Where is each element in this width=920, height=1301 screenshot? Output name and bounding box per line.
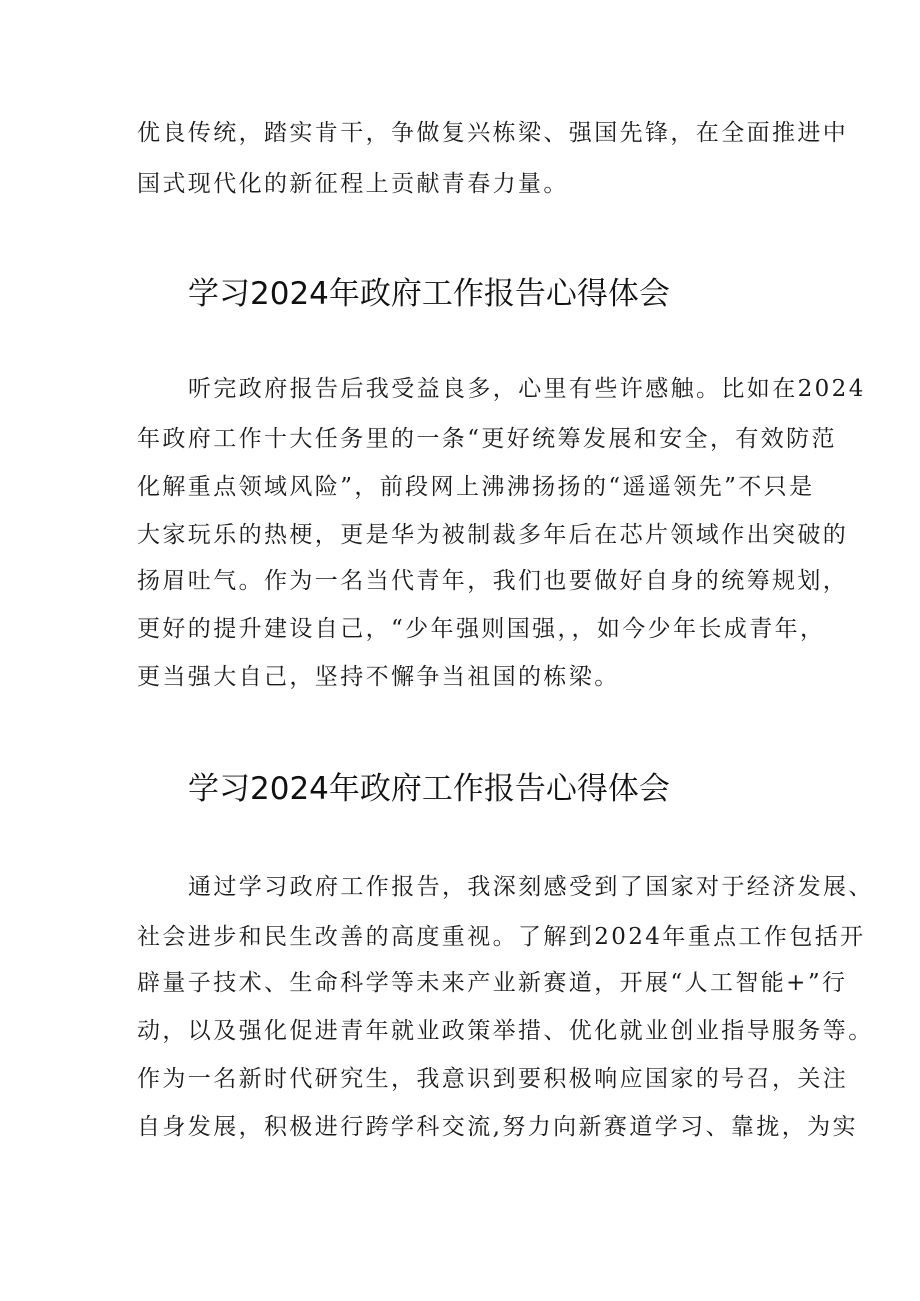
section-1-line-3: 化解重点领域风险”，前段网上沸沸扬扬的“遥遥领先”不只是	[137, 474, 815, 500]
intro-line-1: 优良传统，踏实肯干，争做复兴栋梁、强国先锋，在全面推进中	[137, 120, 849, 146]
section-1-line-2: 年政府工作十大任务里的一条“更好统筹发展和安全，有效防范	[137, 426, 837, 452]
section-2-line-1: 通过学习政府工作报告，我深刻感受到了国家对于经济发展、	[188, 874, 874, 900]
section-2-line-3: 辟量子技术、生命科学等未来产业新赛道，开展“人工智能+”行	[137, 970, 848, 996]
section-1-title: 学习2024年政府工作报告心得体会	[188, 276, 670, 312]
section-1-line-5: 扬眉吐气。作为一名当代青年，我们也要做好自身的统筹规划，	[137, 568, 849, 594]
section-2-line-4: 动，以及强化促进青年就业政策举措、优化就业创业指导服务等。	[137, 1018, 874, 1044]
section-2-title: 学习2024年政府工作报告心得体会	[188, 771, 670, 807]
section-1-line-7: 更当强大自己，坚持不懈争当祖国的栋梁。	[137, 664, 620, 690]
section-1-line-4: 大家玩乐的热梗，更是华为被制裁多年后在芯片领域作出突破的	[137, 522, 849, 548]
section-2-line-2: 社会进步和民生改善的高度重视。了解到2024年重点工作包括开	[137, 924, 866, 950]
section-1-line-1: 听完政府报告后我受益良多，心里有些许感触。比如在2024	[188, 376, 866, 402]
section-2-line-5: 作为一名新时代研究生，我意识到要积极响应国家的号召，关注	[137, 1066, 849, 1092]
intro-line-2: 国式现代化的新征程上贡献青春力量。	[137, 171, 569, 197]
section-1-line-6: 更好的提升建设自己，“少年强则国强，，如今少年长成青年，	[137, 616, 826, 642]
section-2-line-6: 自身发展，积极进行跨学科交流,努力向新赛道学习、靠拢，为实	[137, 1114, 858, 1140]
